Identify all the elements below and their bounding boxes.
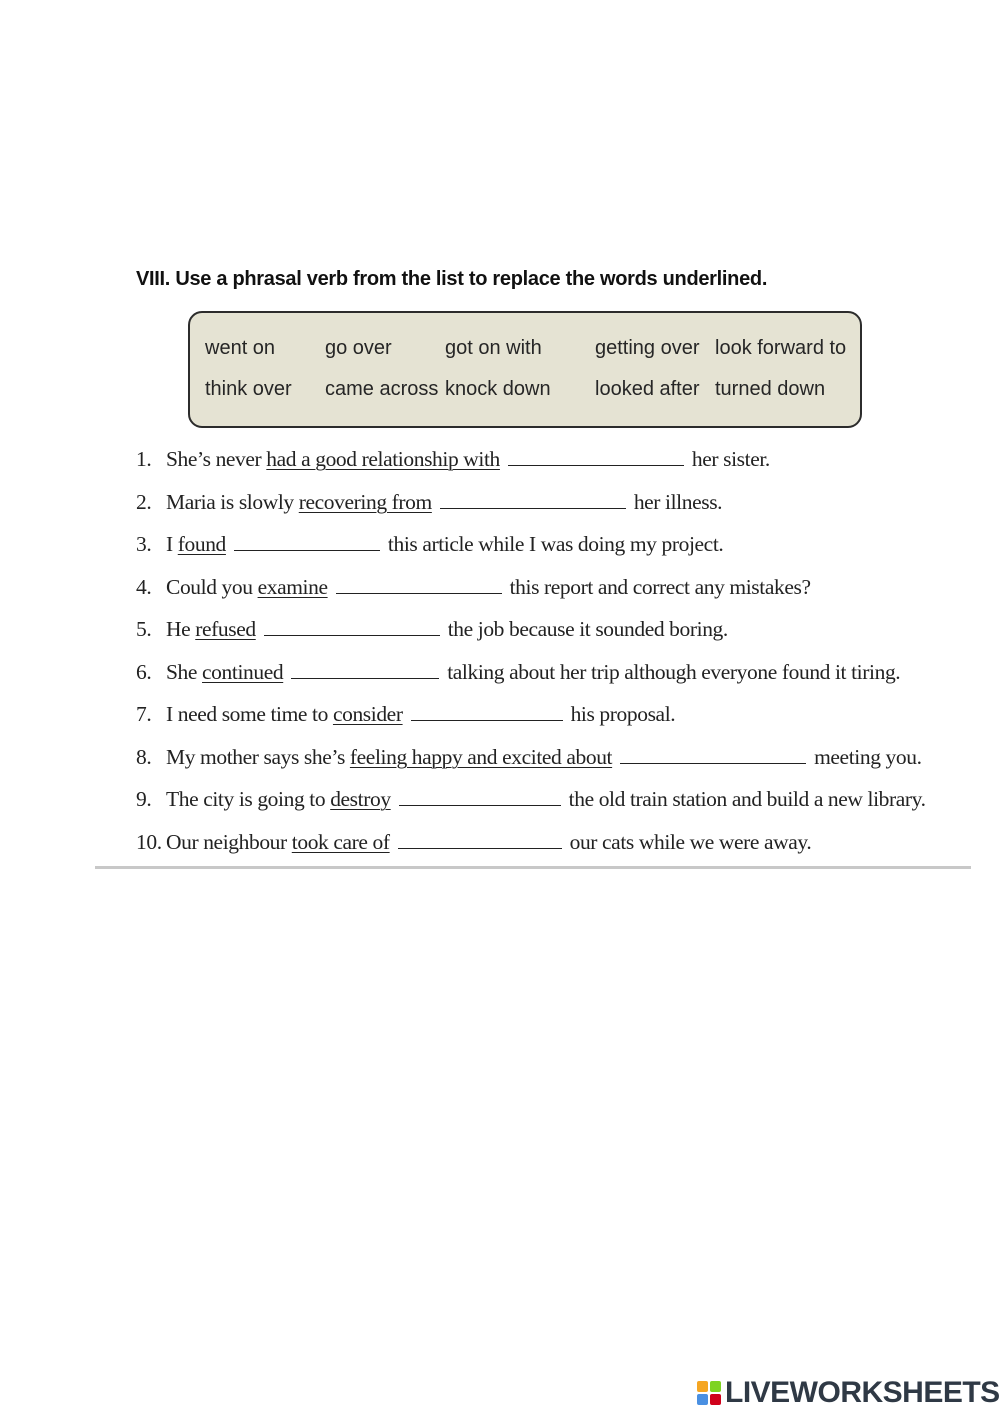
logo-square (697, 1381, 708, 1392)
answer-blank[interactable] (508, 443, 684, 466)
word-option: turned down (715, 378, 826, 400)
answer-blank[interactable] (336, 571, 502, 594)
word-option: knock down (445, 378, 551, 400)
question-number: 9. (136, 787, 152, 811)
brand-name: LIVEWORKSHEETS (725, 1376, 1000, 1409)
question-text-after: meeting you. (814, 744, 922, 769)
question-text-after: his proposal. (570, 702, 676, 726)
question-text-after: our cats while we were away. (569, 829, 812, 854)
word-option: think over (205, 378, 292, 400)
word-option: go over (325, 337, 392, 359)
question-text-before: He (166, 617, 196, 641)
question-number: 2. (136, 489, 152, 514)
question-text-before: Our neighbour (166, 829, 292, 854)
answer-blank[interactable] (291, 656, 439, 679)
underlined-phrase: destroy (330, 787, 391, 811)
question-number: 1. (136, 447, 152, 471)
underlined-phrase: feeling happy and excited about (349, 744, 613, 769)
question-text-before: Maria is slowly (166, 489, 299, 514)
question-list (136, 443, 936, 868)
question-item (136, 486, 936, 529)
underlined-phrase: had a good relationship with (266, 447, 500, 471)
answer-blank[interactable] (440, 486, 626, 509)
question-text-after: her illness. (633, 489, 723, 514)
word-option: got on with (445, 337, 542, 359)
answer-blank[interactable] (411, 698, 563, 721)
question-text-before: My mother says she’s (166, 744, 350, 769)
question-item (136, 443, 936, 486)
question-number: 4. (136, 574, 152, 599)
underlined-phrase: continued (202, 659, 284, 684)
question-text-after: her sister. (691, 447, 770, 471)
question-number: 5. (136, 617, 152, 641)
question-text-before: Could you (166, 574, 258, 599)
question-text-before: She (166, 659, 203, 684)
logo-square (710, 1394, 721, 1405)
question-text-after: this report and correct any mistakes? (509, 574, 811, 599)
question-item (136, 656, 936, 699)
question-text-before: I need some time to (166, 702, 333, 726)
question-item (136, 783, 936, 826)
question-number: 6. (136, 659, 152, 684)
question-number: 3. (136, 532, 152, 556)
underlined-phrase: recovering from (298, 489, 432, 514)
phrasal-verb-box (188, 311, 862, 428)
divider (95, 866, 971, 869)
liveworksheets-logo-icon (697, 1381, 721, 1405)
liveworksheets-brand (697, 1376, 1000, 1410)
underlined-phrase: took care of (291, 829, 390, 854)
underlined-phrase: examine (257, 574, 328, 599)
answer-blank[interactable] (234, 528, 380, 551)
answer-blank[interactable] (264, 613, 440, 636)
word-option: look forward to (715, 337, 847, 359)
question-text-after: this article while I was doing my project. (387, 532, 724, 556)
exercise-heading: VIII. Use a phrasal verb from the list to replace the words underlined. (136, 268, 768, 290)
question-number: 10. (136, 829, 162, 854)
logo-square (697, 1394, 708, 1405)
word-option: came across (325, 378, 439, 400)
question-text-after: talking about her trip although everyone found it tiring. (447, 659, 901, 684)
underlined-phrase: consider (332, 702, 403, 726)
question-text-after: the old train station and build a new library. (568, 787, 926, 811)
question-item (136, 571, 936, 614)
question-text-before: She’s never (166, 447, 267, 471)
question-item (136, 698, 936, 741)
question-item (136, 826, 936, 869)
underlined-phrase: refused (195, 617, 256, 641)
question-item (136, 528, 936, 571)
logo-square (710, 1381, 721, 1392)
question-text-after: the job because it sounded boring. (447, 617, 728, 641)
word-option: looked after (595, 378, 700, 400)
question-item (136, 741, 936, 784)
answer-blank[interactable] (620, 741, 806, 764)
word-option: went on (205, 337, 276, 359)
underlined-phrase: found (177, 532, 226, 556)
question-item (136, 613, 936, 656)
question-number: 8. (136, 744, 152, 769)
question-number: 7. (136, 702, 152, 726)
word-option: getting over (595, 337, 700, 359)
question-text-before: I (166, 532, 178, 556)
answer-blank[interactable] (399, 783, 561, 806)
answer-blank[interactable] (398, 826, 562, 849)
question-text-before: The city is going to (166, 787, 331, 811)
